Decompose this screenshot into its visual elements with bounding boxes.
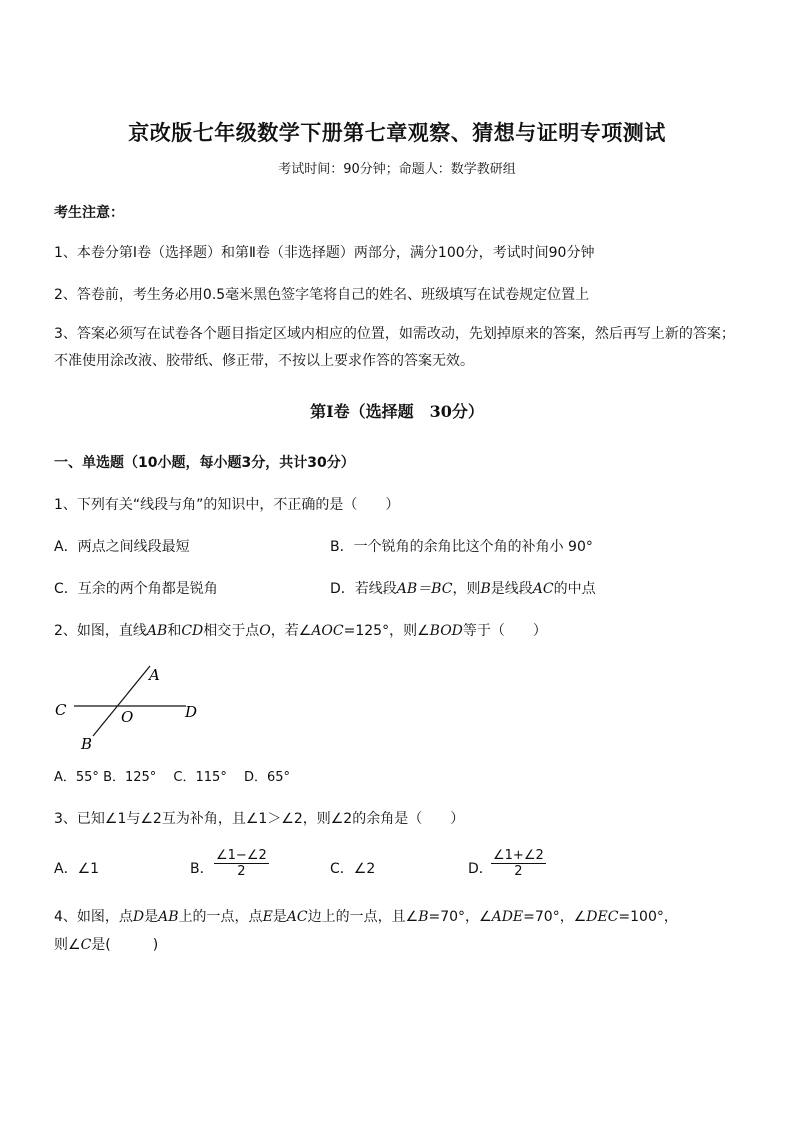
question-1-option-d: D．若线段AB＝BC，则B是线段AC的中点 xyxy=(330,581,596,597)
part-heading: 一、单选题（10小题，每小题3分，共计30分） xyxy=(54,455,355,471)
fraction-numerator: ∠1+∠2 xyxy=(493,848,544,863)
question-1-stem: 1、下列有关“线段与角”的知识中，不正确的是（ ） xyxy=(54,497,400,513)
notice-item-2: 2、答卷前，考生务必用0.5毫米黑色签字笔将自己的姓名、班级填写在试卷规定位置上 xyxy=(54,287,590,303)
fraction-denominator: 2 xyxy=(237,864,246,879)
question-1-option-b: B．一个锐角的余角比这个角的补角小 90° xyxy=(330,539,593,555)
question-3-option-b-prefix: B． xyxy=(190,861,214,877)
notice-item-3: 3、答案必须写在试卷各个题目指定区域内相应的位置，如需改动，先划掉原来的答案，然后再写上新的答案；不准使用涂改液、胶带纸、修正带，不按以上要求作答的答案无效。 xyxy=(54,326,735,369)
question-2-stem: 2、如图，直线AB和CD相交于点O，若∠AOC=125°，则∠BOD等于（ ） xyxy=(54,623,547,639)
question-1-option-c: C．互余的两个角都是锐角 xyxy=(54,581,218,597)
notice-heading: 考生注意： xyxy=(54,205,124,221)
exam-info: 考试时间：90分钟；命题人：数学教研组 xyxy=(278,162,516,177)
notice-item-1: 1、本卷分第Ⅰ卷（选择题）和第Ⅱ卷（非选择题）两部分，满分100分，考试时间90分钟 xyxy=(54,245,595,261)
label-a: A xyxy=(149,666,160,684)
question-3-stem: 3、已知∠1与∠2互为补角，且∠1＞∠2，则∠2的余角是（ ） xyxy=(54,811,465,827)
question-2-options: A．55° B．125° C．115° D．65° xyxy=(54,770,291,785)
question-3-option-b-fraction xyxy=(214,848,269,879)
question-3-option-c: C．∠2 xyxy=(330,861,376,877)
question-3-option-d-fraction xyxy=(491,848,546,879)
label-d: D xyxy=(185,703,198,721)
fraction-denominator: 2 xyxy=(514,864,523,879)
question-1-option-a: A．两点之间线段最短 xyxy=(54,539,190,555)
fraction-numerator: ∠1−∠2 xyxy=(216,848,267,863)
question-4-stem: 4、如图，点D是AB上的一点，点E是AC边上的一点，且∠B=70°，∠ADE=70°，∠DEC=100°， xyxy=(54,909,678,925)
intersecting-lines-figure xyxy=(50,660,210,755)
label-o: O xyxy=(121,708,134,726)
label-c: C xyxy=(55,701,67,719)
page-title: 京改版七年级数学下册第七章观察、猜想与证明专项测试 xyxy=(128,120,666,145)
question-3-option-a: A．∠1 xyxy=(54,861,100,877)
label-b: B xyxy=(81,735,93,753)
question-3-option-d-prefix: D． xyxy=(468,861,493,877)
section-title: 第Ⅰ卷（选择题 30分） xyxy=(310,402,484,421)
question-4-stem-line-2: 则∠C是( ) xyxy=(54,937,159,953)
